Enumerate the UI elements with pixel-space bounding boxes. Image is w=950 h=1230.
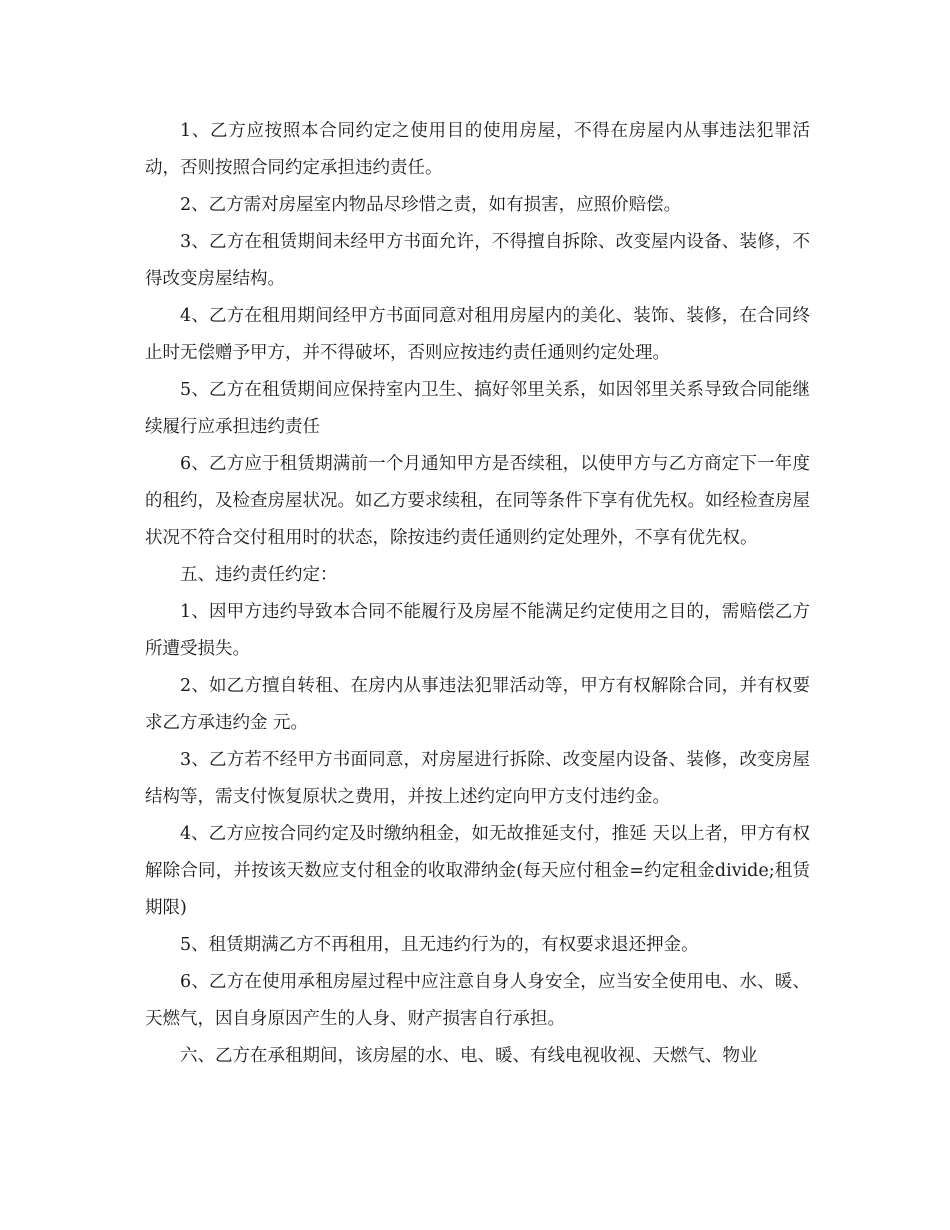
clause-paragraph: 2、乙方需对房屋室内物品尽珍惜之责，如有损害，应照价赔偿。 xyxy=(180,195,682,215)
section-heading: 六、乙方在承租期间，该房屋的水、电、暖、有线电视收视、天燃气、物业 xyxy=(180,1046,758,1066)
clause-paragraph: 5、乙方在租赁期间应保持室内卫生、搞好邻里关系，如因邻里关系导致合同能继续履行应承担违约责任 xyxy=(145,380,810,437)
section-heading: 五、违约责任约定： xyxy=(180,565,338,585)
clause-paragraph: 4、乙方应按合同约定及时缴纳租金，如无故推延支付，推延 天以上者，甲方有权解除合同，并按该天数应支付租金的收取滞纳金(每天应付租金=约定租金divide;租赁期限) xyxy=(145,824,810,918)
clause-paragraph: 6、乙方应于租赁期满前一个月通知甲方是否续租，以使甲方与乙方商定下一年度的租约，及检查房屋状况。如乙方要求续租，在同等条件下享有优先权。如经检查房屋状况不符合交付租用时的状态，除按违约责任通则约定处理外，不享有优先权。 xyxy=(145,454,810,548)
clause-paragraph: 5、租赁期满乙方不再租用，且无违约行为的，有权要求退还押金。 xyxy=(180,935,699,955)
clause-paragraph: 4、乙方在租用期间经甲方书面同意对租用房屋内的美化、装饰、装修，在合同终止时无偿赠予甲方，并不得破坏，否则应按违约责任通则约定处理。 xyxy=(145,306,810,363)
clause-paragraph: 1、因甲方违约导致本合同不能履行及房屋不能满足约定使用之目的，需赔偿乙方所遭受损失。 xyxy=(145,602,810,659)
clause-paragraph: 2、如乙方擅自转租、在房内从事违法犯罪活动等，甲方有权解除合同，并有权要求乙方承违约金 元。 xyxy=(145,676,810,733)
clause-paragraph: 6、乙方在使用承租房屋过程中应注意自身人身安全，应当安全使用电、水、暖、天燃气，因自身原因产生的人身、财产损害自行承担。 xyxy=(145,972,810,1029)
clause-paragraph: 1、乙方应按照本合同约定之使用目的使用房屋，不得在房屋内从事违法犯罪活动，否则按照合同约定承担违约责任。 xyxy=(145,121,810,178)
document-page xyxy=(145,113,810,1075)
clause-paragraph: 3、乙方在租赁期间未经甲方书面允许，不得擅自拆除、改变屋内设备、装修，不得改变房屋结构。 xyxy=(145,232,810,289)
clause-paragraph: 3、乙方若不经甲方书面同意，对房屋进行拆除、改变屋内设备、装修，改变房屋结构等，需支付恢复原状之费用，并按上述约定向甲方支付违约金。 xyxy=(145,750,810,807)
